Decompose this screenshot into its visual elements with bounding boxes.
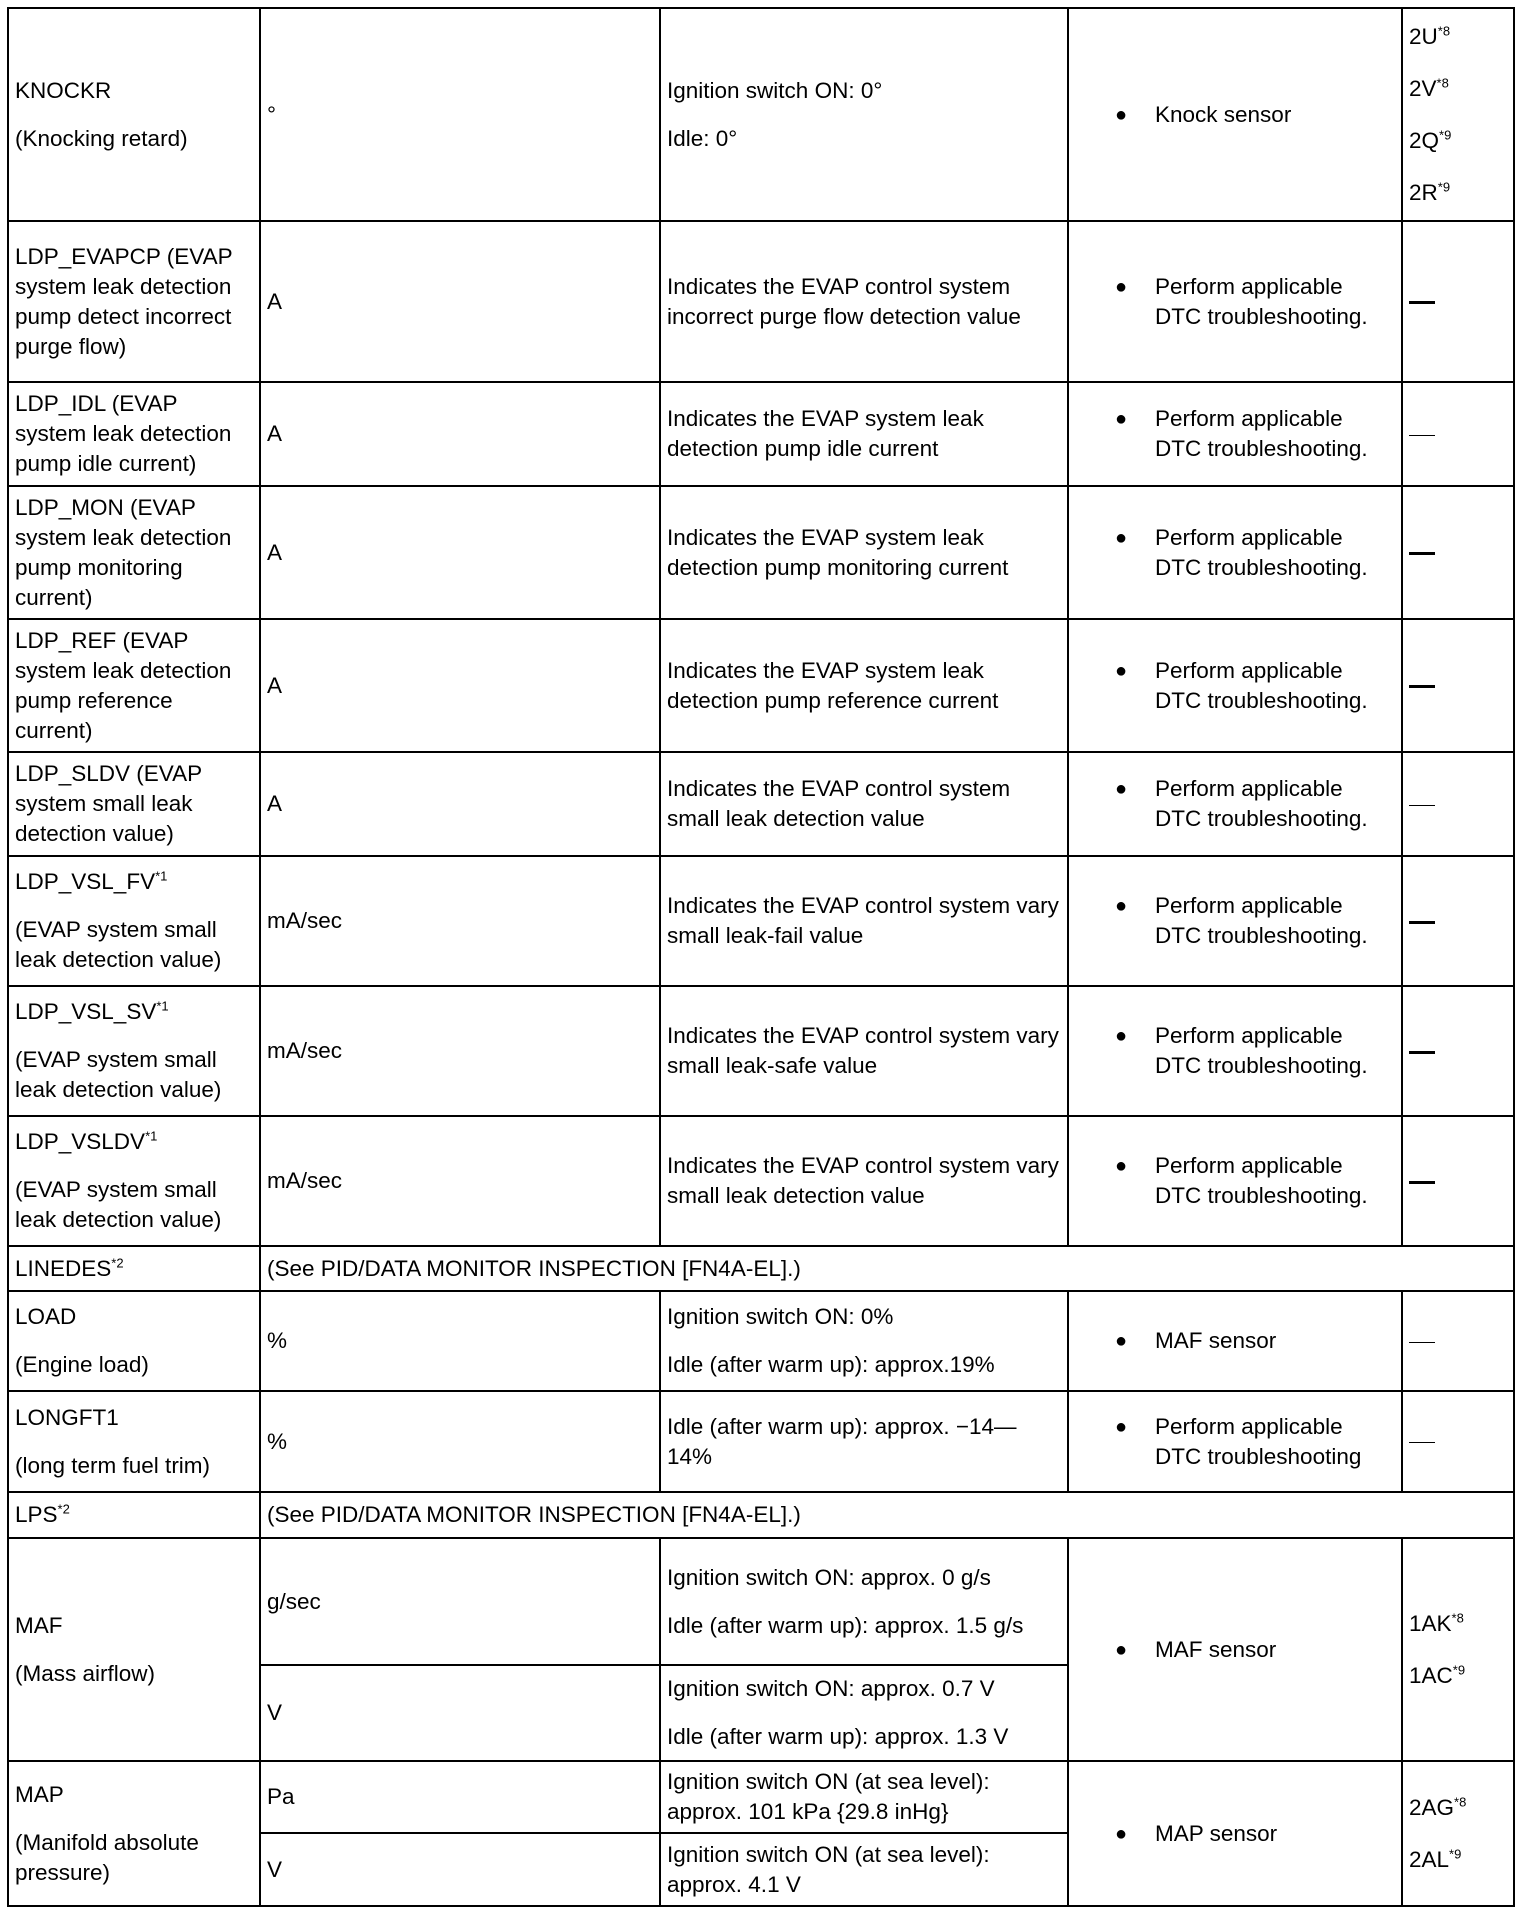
- row-ldp-mon: [8, 486, 1514, 619]
- dash-icon: [1409, 301, 1435, 304]
- pid-cell: LDP_EVAPCP (EVAP system leak detection pump detect incorrect purge flow): [8, 221, 260, 382]
- action-cell: [1068, 986, 1402, 1116]
- condition-cell: [660, 1538, 1068, 1665]
- row-ldp-ref: [8, 619, 1514, 752]
- terminal-cell: [1402, 1116, 1514, 1246]
- pid-cell: LDP_IDL (EVAP system leak detection pump idle current): [8, 382, 260, 486]
- dash-icon: [1409, 921, 1435, 924]
- dash-icon: [1409, 552, 1435, 555]
- action-text: Perform applicable DTC troubleshooting: [1155, 1413, 1362, 1469]
- row-ldp-idl: [8, 382, 1514, 486]
- pid-code: KNOCKR: [15, 77, 112, 103]
- action-text: MAF sensor: [1155, 1328, 1277, 1353]
- unit-cell: A: [260, 486, 660, 619]
- pid-cell: LDP_MON (EVAP system leak detection pump monitoring current): [8, 486, 260, 619]
- condition-line: Idle (after warm up): approx. 1.3 V: [667, 1724, 1009, 1749]
- pid-description: (Mass airflow): [15, 1660, 156, 1686]
- bullet-icon: ●: [1115, 103, 1128, 126]
- bullet-icon: ●: [1115, 778, 1128, 800]
- pid-description: (Knocking retard): [15, 125, 188, 151]
- pid-cell: LPS$^{*2}$: [8, 1492, 260, 1538]
- condition-cell: [660, 1665, 1068, 1761]
- bullet-icon: ●: [1115, 1415, 1128, 1438]
- condition-line: Idle (after warm up): approx.19%: [667, 1352, 995, 1377]
- bullet-icon: ●: [1115, 526, 1128, 549]
- dash-icon: [1409, 435, 1435, 436]
- condition-cell: Ignition switch ON (at sea level): approx. 101 kPa {29.8 inHg}: [660, 1761, 1068, 1833]
- condition-line: Ignition switch ON: approx. 0 g/s: [667, 1564, 991, 1590]
- condition-cell: Indicates the EVAP system leak detection pump idle current: [660, 382, 1068, 486]
- terminal-entry: $2U^{*8}$: [1409, 23, 1451, 49]
- condition-cell: Idle (after warm up): approx. −14—14%: [660, 1391, 1068, 1492]
- row-linedes: [8, 1246, 1514, 1291]
- row-longft1: [8, 1391, 1514, 1492]
- action-cell: [1068, 221, 1402, 382]
- terminal-entry: $2Q^{*9}$: [1409, 127, 1452, 153]
- row-ldp-vsl-fv: [8, 856, 1514, 986]
- terminal-entry: 1AK$^{*8}$: [1409, 1610, 1464, 1636]
- bullet-icon: ●: [1115, 1638, 1128, 1661]
- action-text: Perform applicable DTC troubleshooting.: [1155, 273, 1368, 329]
- pid-data-monitor-table: [7, 7, 1515, 1907]
- pid-cell: [8, 986, 260, 1116]
- action-text: Perform applicable DTC troubleshooting.: [1155, 776, 1368, 831]
- pid-code: MAP: [15, 1781, 64, 1807]
- unit-cell: %: [260, 1391, 660, 1492]
- condition-cell: Indicates the EVAP system leak detection pump reference current: [660, 619, 1068, 752]
- pid-description: (long term fuel trim): [15, 1452, 211, 1478]
- pid-cell: LDP_SLDV (EVAP system small leak detection value): [8, 752, 260, 856]
- condition-line: Ignition switch ON: approx. 0.7 V: [667, 1676, 995, 1701]
- condition-line: Idle: 0°: [667, 125, 738, 151]
- action-text: Perform applicable DTC troubleshooting.: [1155, 1153, 1368, 1208]
- bullet-icon: ●: [1115, 659, 1128, 682]
- row-ldp-evapcp: [8, 221, 1514, 382]
- terminal-cell: [1402, 382, 1514, 486]
- condition-cell: Indicates the EVAP system leak detection pump monitoring current: [660, 486, 1068, 619]
- pid-cell: LDP_REF (EVAP system leak detection pump reference current): [8, 619, 260, 752]
- pid-description: (Manifold absolute pressure): [15, 1829, 199, 1885]
- unit-cell: g/sec: [260, 1538, 660, 1665]
- action-text: MAF sensor: [1155, 1636, 1277, 1662]
- pid-code: LDP_VSL_FV$^{*1}$: [15, 868, 168, 894]
- row-load: [8, 1291, 1514, 1391]
- terminal-cell: [1402, 986, 1514, 1116]
- condition-line: Idle (after warm up): approx. 1.5 g/s: [667, 1612, 1024, 1638]
- action-cell: [1068, 1116, 1402, 1246]
- pid-code: LOAD: [15, 1304, 77, 1329]
- pid-description: (EVAP system small leak detection value): [15, 1047, 222, 1102]
- unit-cell: A: [260, 619, 660, 752]
- action-cell: [1068, 752, 1402, 856]
- pid-cell: [8, 1761, 260, 1906]
- bullet-icon: ●: [1115, 1330, 1128, 1352]
- dash-icon: [1409, 1442, 1435, 1443]
- dash-icon: [1409, 1342, 1435, 1343]
- reference-note: (See PID/DATA MONITOR INSPECTION [FN4A-EL].): [260, 1246, 1514, 1291]
- action-text: Perform applicable DTC troubleshooting.: [1155, 893, 1368, 948]
- row-knockr: [8, 8, 1514, 221]
- action-cell: [1068, 1291, 1402, 1391]
- terminal-cell: [1402, 486, 1514, 619]
- pid-code: LONGFT1: [15, 1404, 119, 1430]
- unit-cell: A: [260, 752, 660, 856]
- unit-cell: mA/sec: [260, 1116, 660, 1246]
- bullet-icon: ●: [1115, 895, 1128, 917]
- pid-description: (EVAP system small leak detection value): [15, 917, 222, 972]
- condition-cell: Ignition switch ON (at sea level): approx. 4.1 V: [660, 1833, 1068, 1906]
- action-text: Perform applicable DTC troubleshooting.: [1155, 657, 1368, 713]
- unit-cell: mA/sec: [260, 986, 660, 1116]
- action-cell: [1068, 382, 1402, 486]
- unit-cell: V: [260, 1833, 660, 1906]
- pid-code: LDP_VSLDV$^{*1}$: [15, 1128, 158, 1154]
- action-cell: [1068, 486, 1402, 619]
- unit-cell: V: [260, 1665, 660, 1761]
- terminal-entry: $2V^{*8}$: [1409, 75, 1449, 101]
- action-cell: [1068, 1391, 1402, 1492]
- condition-cell: Indicates the EVAP control system vary small leak-fail value: [660, 856, 1068, 986]
- terminal-cell: [1402, 1761, 1514, 1906]
- terminal-entry: 2AL$^{*9}$: [1409, 1846, 1462, 1872]
- pid-cell: [8, 1538, 260, 1761]
- reference-note: (See PID/DATA MONITOR INSPECTION [FN4A-EL].): [260, 1492, 1514, 1538]
- row-ldp-vsl-sv: [8, 986, 1514, 1116]
- pid-cell: [8, 8, 260, 221]
- action-text: Perform applicable DTC troubleshooting.: [1155, 1023, 1368, 1078]
- pid-cell: [8, 1391, 260, 1492]
- bullet-icon: ●: [1115, 408, 1128, 430]
- bullet-icon: ●: [1115, 1155, 1128, 1177]
- dash-icon: [1409, 1181, 1435, 1184]
- terminal-cell: [1402, 1291, 1514, 1391]
- pid-code: LDP_VSL_SV$^{*1}$: [15, 998, 169, 1024]
- pid-cell: [8, 856, 260, 986]
- condition-cell: [660, 1291, 1068, 1391]
- unit-cell: °: [260, 8, 660, 221]
- pid-cell: [8, 1116, 260, 1246]
- row-map: [8, 1761, 1514, 1833]
- action-text: Perform applicable DTC troubleshooting.: [1155, 524, 1368, 580]
- bullet-icon: ●: [1115, 1025, 1128, 1047]
- condition-cell: [660, 8, 1068, 221]
- terminal-cell: [1402, 619, 1514, 752]
- unit-cell: %: [260, 1291, 660, 1391]
- pid-cell: [8, 1291, 260, 1391]
- terminal-cell: [1402, 221, 1514, 382]
- dash-icon: [1409, 685, 1435, 688]
- condition-cell: Indicates the EVAP control system vary small leak-safe value: [660, 986, 1068, 1116]
- terminal-entry: 1AC$^{*9}$: [1409, 1662, 1466, 1688]
- pid-code: MAF: [15, 1612, 63, 1638]
- bullet-icon: ●: [1115, 1822, 1128, 1845]
- condition-line: Ignition switch ON: 0%: [667, 1304, 894, 1329]
- action-cell: [1068, 856, 1402, 986]
- action-cell: [1068, 1538, 1402, 1761]
- unit-cell: Pa: [260, 1761, 660, 1833]
- terminal-cell: [1402, 1538, 1514, 1761]
- pid-description: (EVAP system small leak detection value): [15, 1177, 222, 1232]
- unit-cell: mA/sec: [260, 856, 660, 986]
- condition-cell: Indicates the EVAP control system small leak detection value: [660, 752, 1068, 856]
- unit-cell: A: [260, 221, 660, 382]
- row-maf: [8, 1538, 1514, 1665]
- condition-line: Ignition switch ON: 0°: [667, 77, 883, 103]
- pid-cell: LINEDES$^{*2}$: [8, 1246, 260, 1291]
- action-text: MAP sensor: [1155, 1820, 1278, 1846]
- dash-icon: [1409, 805, 1435, 806]
- terminal-entry: $2R^{*9}$: [1409, 179, 1451, 205]
- row-ldp-vsldv: [8, 1116, 1514, 1246]
- condition-cell: Indicates the EVAP control system incorrect purge flow detection value: [660, 221, 1068, 382]
- condition-cell: Indicates the EVAP control system vary small leak detection value: [660, 1116, 1068, 1246]
- bullet-icon: ●: [1115, 275, 1128, 298]
- dash-icon: [1409, 1051, 1435, 1054]
- terminal-cell: [1402, 752, 1514, 856]
- action-text: Perform applicable DTC troubleshooting.: [1155, 406, 1368, 461]
- terminal-cell: [1402, 8, 1514, 221]
- terminal-cell: [1402, 1391, 1514, 1492]
- action-cell: [1068, 8, 1402, 221]
- terminal-cell: [1402, 856, 1514, 986]
- terminal-entry: 2AG$^{*8}$: [1409, 1794, 1467, 1820]
- action-cell: [1068, 619, 1402, 752]
- action-cell: [1068, 1761, 1402, 1906]
- unit-cell: A: [260, 382, 660, 486]
- pid-description: (Engine load): [15, 1352, 149, 1377]
- action-text: Knock sensor: [1155, 101, 1292, 127]
- row-ldp-sldv: [8, 752, 1514, 856]
- row-lps: [8, 1492, 1514, 1538]
